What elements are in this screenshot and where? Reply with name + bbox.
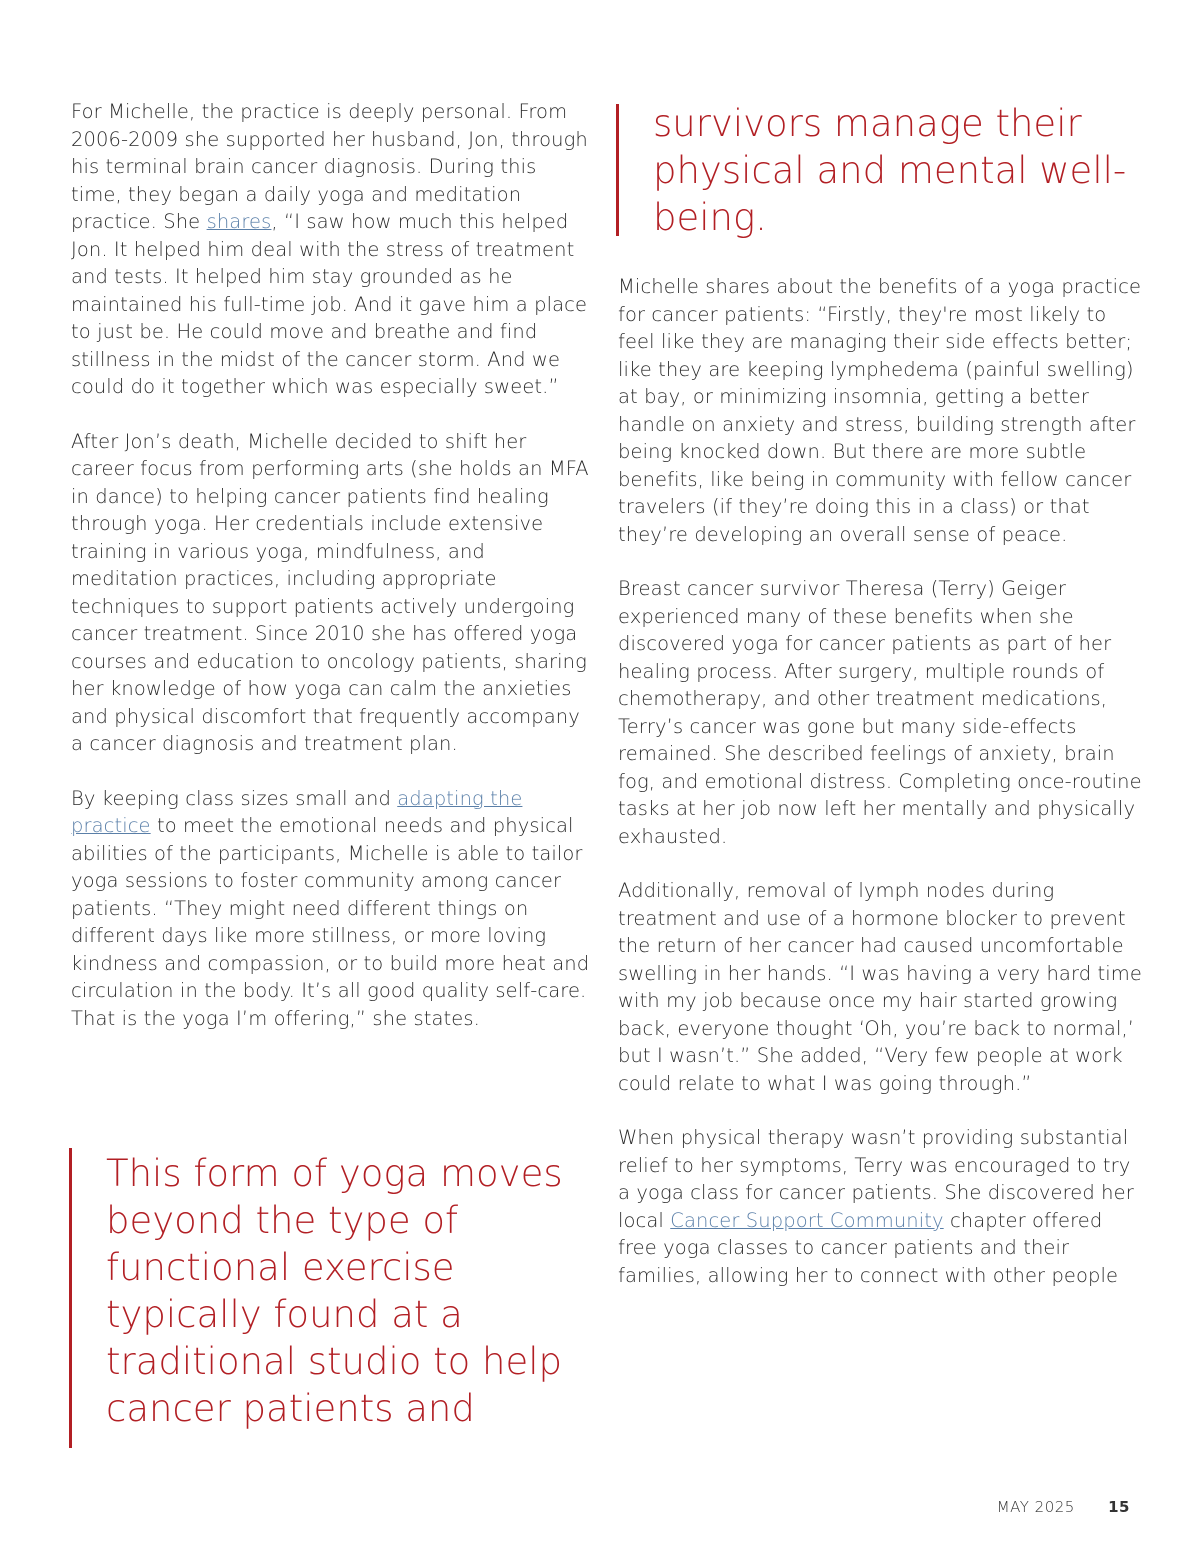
body-paragraph: Michelle shares about the benefits of a yoga practice for cancer patients: “Firstly, they're most likely to feel like they are managing their side effects better; like they are keeping lymphedema (painful swelling) at bay, or minimizing insomnia, getting a better handle on anxiety and stress, building strength after being knocked down. But there are more subtle benefits, like being in community with fellow cancer travelers (if they’re doing this in a class) or that they’re developing an overall sense of peace. bbox=[618, 275, 1142, 546]
body-paragraph: After Jon’s death, Michelle decided to shift her career focus from performing arts (she holds an MFA in dance) to helping cancer patients find healing through yoga. Her credentials include extensive training in various yoga, mindfulness, and meditation practices, including appropriate techniques to support patients actively undergoing cancer treatment. Since 2010 she has offered yoga courses and education to oncology patients, sharing her knowledge of how yoga can calm the anxieties and physical discomfort that frequently accompany a cancer diagnosis and treatment plan. bbox=[71, 429, 589, 755]
issue-date: MAY 2025 bbox=[996, 1498, 1075, 1516]
pullquote-bar bbox=[616, 104, 619, 236]
cancer-support-community-link[interactable]: Cancer Support Community bbox=[670, 1208, 944, 1232]
pullquote-continuation: survivors manage their physical and mental well-being. bbox=[653, 102, 1127, 239]
body-paragraph: Breast cancer survivor Theresa (Terry) Geiger experienced many of these benefits when she discovered yoga for cancer patients as part of her healing process. After surgery, multiple rounds of chemotherapy, and other treatment medications, Terry’s cancer was gone but many side-effects remained. She described feelings of anxiety, brain fog, and emotional distress. Completing once-routine tasks at her job now left her mentally and physically exhausted. bbox=[618, 577, 1142, 848]
page-footer bbox=[997, 1498, 1130, 1516]
shares-link[interactable]: shares bbox=[206, 210, 272, 233]
pullquote: This form of yoga moves beyond the type of functional exercise typically found at a traditional studio to help cancer patients and bbox=[106, 1152, 563, 1430]
left-column bbox=[71, 98, 591, 1059]
page-number: 15 bbox=[1108, 1498, 1130, 1516]
body-paragraph: When physical therapy wasn’t providing substantial relief to her symptoms, Terry was encouraged to try a yoga class for cancer patients. She discovered her local Cancer Support Community chapter offered free yoga classes to cancer patients and their families, allowing her to connect with other people bbox=[618, 1126, 1134, 1287]
pullquote-bar bbox=[69, 1148, 72, 1448]
body-paragraph: By keeping class sizes small and adapting the practice to meet the emotional needs and physical abilities of the participants, Michelle is able to tailor yoga sessions to foster community among cancer patients. “They might need different things on different days like more stillness, or more loving kindness and compassion, or to build more heat and circulation in the body. It’s all good quality self-care. That is the yoga I’m offering,” she states. bbox=[71, 786, 590, 1030]
adapting-the-practice-link[interactable]: adapting the practice bbox=[71, 786, 523, 837]
right-column bbox=[618, 273, 1146, 1316]
body-paragraph: For Michelle, the practice is deeply personal. From 2006-2009 she supported her husband, Jon, through his terminal brain cancer diagnosis. During this time, they began a daily yoga and meditation practice. She shares, “I saw how much this helped Jon. It helped him deal with the stress of treatment and tests. It helped him stay grounded as he maintained his full-time job. And it gave him a place to just be. He could move and breathe and find stillness in the midst of the cancer storm. And we could do it together which was especially sweet.” bbox=[71, 100, 588, 398]
body-paragraph: Additionally, removal of lymph nodes during treatment and use of a hormone blocker to prevent the return of her cancer had caused uncomfortable swelling in her hands. “I was having a very hard time with my job because once my hair started growing back, everyone thought ‘Oh, you’re back to normal,’ but I wasn’t.” She added, “Very few people at work could relate to what I was going through.” bbox=[618, 879, 1142, 1095]
